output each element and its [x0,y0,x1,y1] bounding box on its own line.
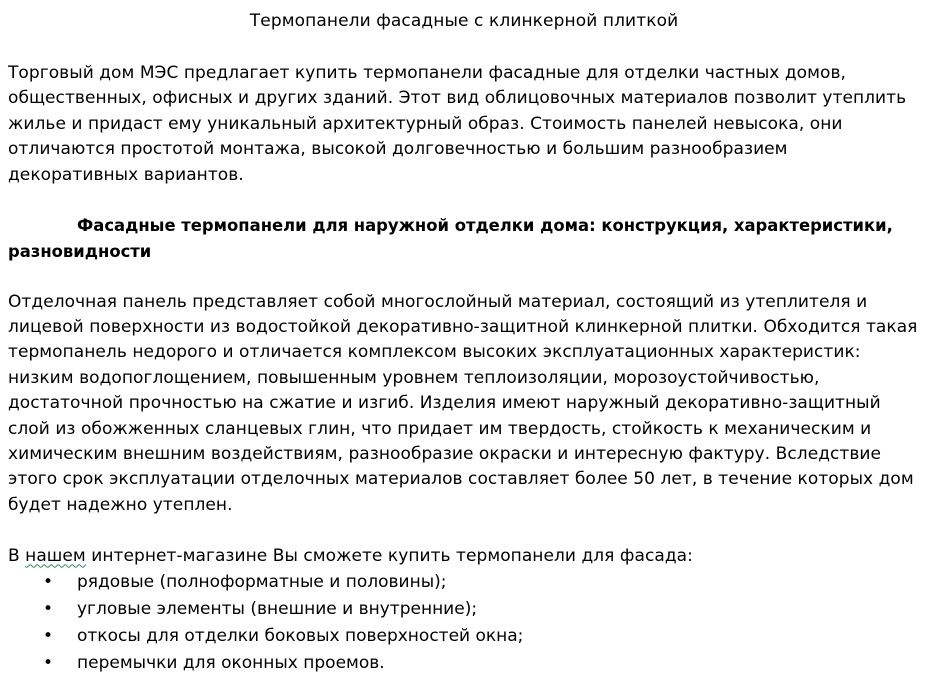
intro-paragraph: Торговый дом МЭС предлагает купить термопанели фасадные для отделки частных домов, общественных, офисных и других зданий. Этот вид облицовочных материалов позволит утеплить жилье и придаст ему уникальный архитектурный образ. Стоимость панелей невысока, они отличаются простотой монтажа, высокой долговечностью и большим разнообразием декоративных вариантов. [8,63,907,185]
list-item-text: угловые элементы (внешние и внутренние); [77,599,478,620]
bullet-icon: • [43,572,54,593]
list-item-text: перемычки для оконных проемов. [77,653,385,674]
panel-types-list [8,569,920,677]
document-title: Термопанели фасадные с клинкерной плиткой [249,11,679,31]
shop-intro-line [8,544,920,569]
shop-intro-prefix: В [8,545,26,566]
list-item [8,650,920,677]
shop-intro-underlined-word: нашем [25,545,86,566]
list-item [8,623,920,650]
paragraph-gap [8,264,920,289]
list-item [8,596,920,623]
section-heading: Фасадные термопанели для наружной отделки дома: конструкция, характеристики, разновидности [8,216,893,261]
list-item-text: откосы для отделки боковых поверхностей окна; [77,626,524,647]
shop-intro-suffix: интернет-магазине Вы сможете купить термопанели для фасада: [85,545,693,566]
paragraph-gap [8,518,920,543]
list-item [8,569,920,596]
bullet-icon: • [43,599,54,620]
description-paragraph: Отделочная панель представляет собой многослойный материал, состоящий из утеплителя и лицевой поверхности из водостойкой декоративно-защитной клинкерной плитки. Обходится такая термопанель недорого и отличается комплексом высоких эксплуатационных характеристик: низким водопоглощением, повышенным уровнем теплоизоляции, морозоустойчивостью, достаточной прочностью на сжатие и изгиб. Изделия имеют наружный декоративно-защитный слой из обожженных сланцевых глин, что придает им твердость, стойкость к механическим и химическим внешним воздействиям, разнообразие окраски и интересную фактуру. Вследствие этого срок эксплуатации отделочных материалов составляет более 50 лет, в течение которых дом будет надежно утеплен. [8,291,918,515]
paragraph-gap [8,188,920,213]
bullet-icon: • [43,653,54,674]
bullet-icon: • [43,626,54,647]
list-item-text: рядовые (полноформатные и половины); [77,572,447,593]
